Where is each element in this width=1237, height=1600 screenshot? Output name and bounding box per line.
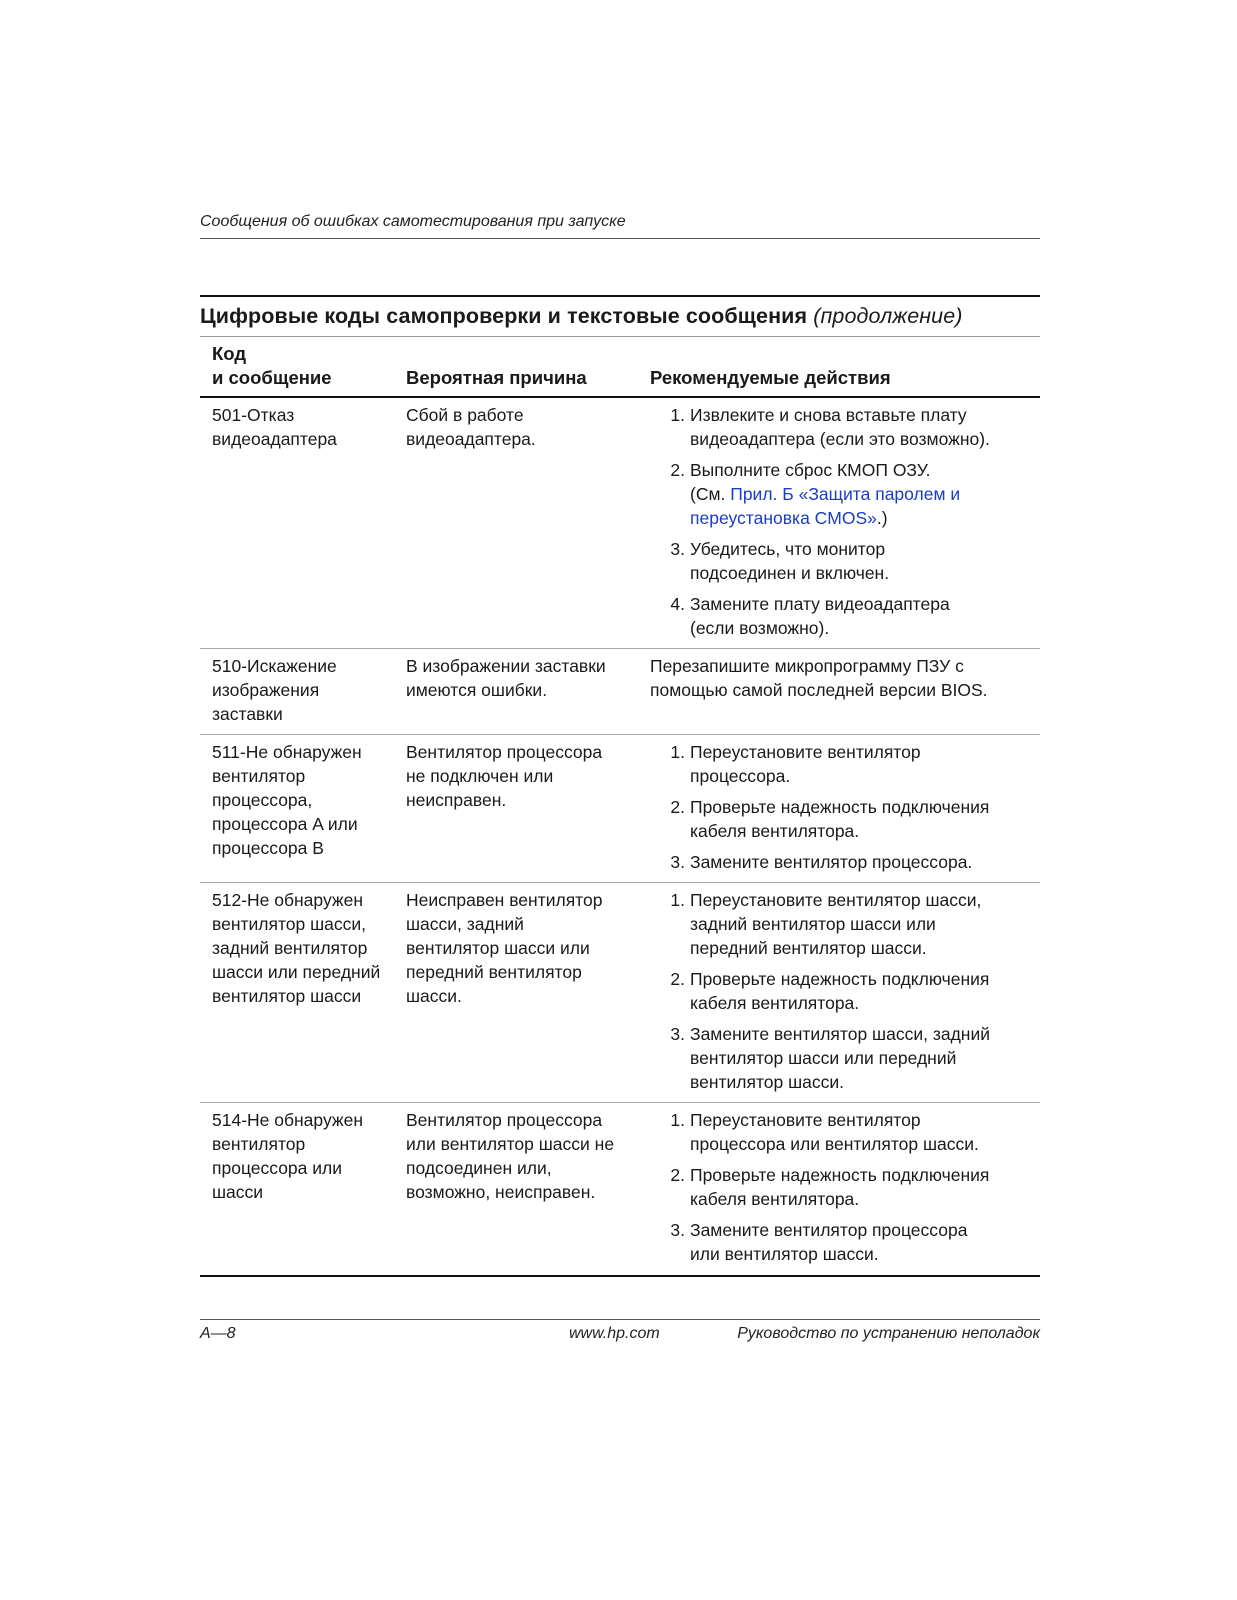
step-text: Проверьте надежность подключения кабеля вентилятора. [690, 1165, 990, 1209]
cause-text: В изображении заставки имеются ошибки. [406, 656, 606, 700]
action-step [650, 1022, 1040, 1094]
running-header: Сообщения об ошибках самотестирования при запуске [200, 213, 626, 230]
page-number: A—8 [200, 1325, 236, 1342]
action-text: Перезапишите микропрограмму ПЗУ с помощью самой последней версии BIOS. [650, 656, 988, 700]
cause-cell [406, 654, 626, 726]
table-title [200, 302, 1040, 330]
actions-cell [650, 740, 1040, 874]
actions-cell [650, 1108, 1040, 1266]
column-header-actions-label: Рекомендуемые действия [650, 367, 891, 388]
code-cell [200, 654, 362, 726]
table-row [200, 1103, 1040, 1277]
column-header-cause [406, 342, 650, 390]
cause-text: Неисправен вентилятор шасси, задний вентилятор шасси или передний вентилятор шасси. [406, 890, 603, 1006]
step-text: Проверьте надежность подключения кабеля вентилятора. [690, 797, 990, 841]
actions-cell [650, 888, 1040, 1094]
manual-title: Руководство по устранению неполадок [737, 1325, 1040, 1342]
step-text: Замените вентилятор процессора. [690, 852, 973, 872]
action-step [650, 1108, 1040, 1156]
column-header-code-line2: и сообщение [212, 367, 332, 388]
cause-cell [406, 1108, 621, 1266]
step-text: Замените вентилятор процессора или вентилятор шасси. [690, 1220, 968, 1264]
step-text: Переустановите вентилятор процессора. [690, 742, 921, 786]
action-step [650, 795, 1040, 843]
code-text: 510-Искажение изображения заставки [212, 656, 337, 724]
table-row [200, 649, 1040, 735]
action-step [650, 850, 1040, 874]
table-row [200, 735, 1040, 883]
step-number: 1. [670, 405, 685, 425]
action-step [650, 1218, 1040, 1266]
step-number: 3. [670, 539, 685, 559]
table-header-row [200, 337, 1040, 398]
action-step [650, 967, 1040, 1015]
step-text: Извлеките и снова вставьте плату видеоадаптера (если это возможно). [690, 405, 990, 449]
step-ref-suffix: .) [876, 508, 888, 528]
step-body [690, 458, 980, 530]
step-number: 3. [670, 1024, 685, 1044]
table-title-continued: (продолжение) [813, 304, 963, 328]
step-text: Проверьте надежность подключения кабеля вентилятора. [690, 969, 990, 1013]
step-number: 3. [670, 852, 685, 872]
step-text: Убедитесь, что монитор подсоединен и включен. [690, 539, 890, 583]
cause-cell [406, 403, 621, 640]
header-divider [200, 238, 1040, 239]
action-step [650, 592, 1040, 640]
code-cell [200, 1108, 392, 1266]
step-text: Замените вентилятор шасси, задний вентилятор шасси или передний вентилятор шасси. [690, 1024, 990, 1092]
step-number: 2. [670, 460, 685, 480]
action-steps [650, 1108, 1040, 1266]
action-step [650, 403, 1040, 451]
action-step [650, 1163, 1040, 1211]
step-number: 1. [670, 742, 685, 762]
cause-cell [406, 888, 621, 1094]
action-step [650, 888, 1040, 960]
step-ref-prefix: (См. [690, 484, 731, 504]
page-footer [200, 1325, 1040, 1347]
table-body [200, 398, 1040, 1277]
cause-text: Вентилятор процессора или вентилятор шасси не подсоединен или, возможно, неисправен. [406, 1110, 615, 1202]
code-text: 514-Не обнаружен вентилятор процессора или шасси [212, 1110, 363, 1202]
column-header-code-line1: Код [212, 343, 247, 364]
step-number: 4. [670, 594, 685, 614]
website-link[interactable]: www.hp.com [569, 1325, 660, 1342]
cause-cell [406, 740, 621, 874]
column-header-code [200, 342, 406, 390]
step-number: 1. [670, 890, 685, 910]
column-header-cause-label: Вероятная причина [406, 367, 587, 388]
code-cell [200, 888, 392, 1094]
step-number: 3. [670, 1220, 685, 1240]
step-number: 2. [670, 969, 685, 989]
code-cell [200, 403, 362, 640]
step-number: 1. [670, 1110, 685, 1130]
step-number: 2. [670, 797, 685, 817]
step-text: Переустановите вентилятор шасси, задний вентилятор шасси или передний вентилятор шасси. [690, 890, 982, 958]
code-text: 511-Не обнаружен вентилятор процессора, процессора A или процессора B [212, 742, 362, 858]
action-step [650, 458, 1040, 530]
step-text: Переустановите вентилятор процессора или вентилятор шасси. [690, 1110, 979, 1154]
code-cell [200, 740, 392, 874]
step-number: 2. [670, 1165, 685, 1185]
step-text: Замените плату видеоадаптера (если возможно). [690, 594, 950, 638]
column-header-actions [650, 342, 1040, 390]
table-title-text: Цифровые коды самопроверки и текстовые сообщения [200, 304, 808, 328]
cause-text: Сбой в работе видеоадаптера. [406, 405, 536, 449]
action-steps [650, 403, 1040, 640]
code-text: 512-Не обнаружен вентилятор шасси, задний вентилятор шасси или передний вентилятор шасси [212, 890, 381, 1006]
actions-cell [650, 403, 1040, 640]
table-row [200, 883, 1040, 1103]
table-top-rule [200, 295, 1040, 297]
step-text: Выполните сброс КМОП ОЗУ. [690, 460, 931, 480]
footer-divider [200, 1319, 1040, 1320]
post-codes-table [200, 295, 1040, 1277]
action-step [650, 537, 1040, 585]
action-steps [650, 888, 1040, 1094]
actions-cell [650, 654, 990, 726]
action-step [650, 740, 1040, 788]
cause-text: Вентилятор процессора не подключен или неисправен. [406, 742, 603, 810]
table-row [200, 398, 1040, 649]
action-steps [650, 740, 1040, 874]
code-text: 501-Отказ видеоадаптера [212, 405, 337, 449]
appendix-b-link[interactable]: Прил. Б «Защита паролем и переустановка CMOS» [690, 484, 961, 528]
